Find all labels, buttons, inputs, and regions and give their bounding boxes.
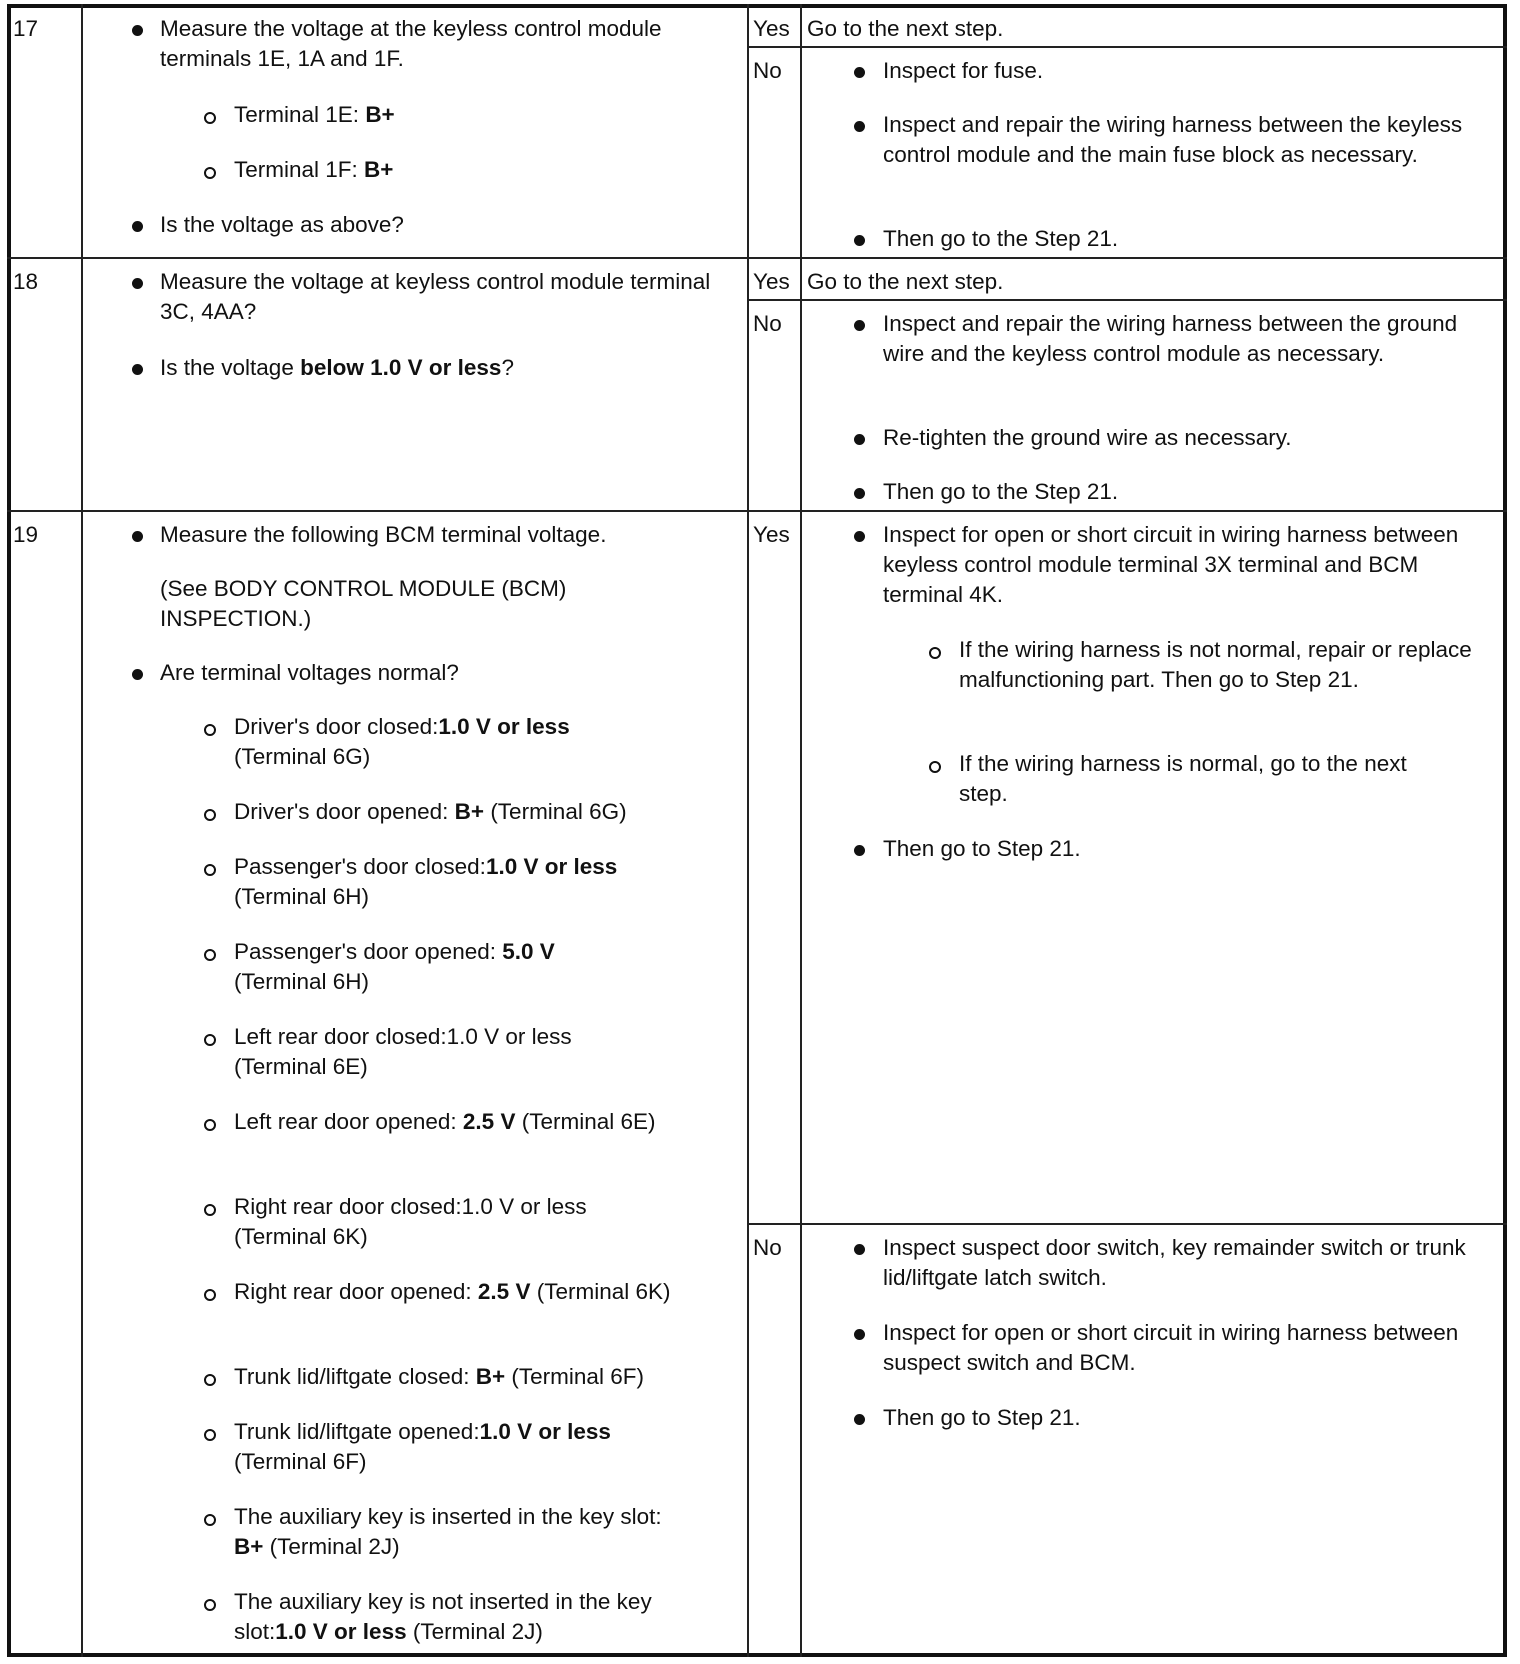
step-number-17: 17 [13,16,39,41]
diagnostic-table [7,4,1507,1657]
sub-bullet-icon [204,1514,216,1526]
action-19-sub9: Trunk lid/liftgate closed: B+ (Terminal 6F) [234,1364,644,1389]
yes-19-item1: Inspect for open or short circuit in wiring harness between keyless control module terminal 3X terminal and BCM terminal 4K. [883,522,1459,607]
bullet-icon [854,531,865,542]
yes-label-19: Yes [753,522,790,547]
sub-bullet-icon [929,647,941,659]
sub-bullet-icon [204,112,216,124]
action-19-sub11: The auxiliary key is inserted in the key slot: B+ (Terminal 2J) [234,1504,662,1559]
no-18-item2: Re-tighten the ground wire as necessary. [883,425,1292,450]
no-19-item2: Inspect for open or short circuit in wiring harness between suspect switch and BCM. [883,1320,1459,1375]
yes-no-divider-17 [747,46,1507,48]
bullet-icon [854,1244,865,1255]
action-18-bullet2: Is the voltage below 1.0 V or less? [160,355,514,380]
sub-bullet-icon [204,1289,216,1301]
bullet-icon [854,845,865,856]
no-19-item1: Inspect suspect door switch, key remainder switch or trunk lid/liftgate latch switch. [883,1235,1466,1290]
action-17-sub2: Terminal 1F: B+ [234,157,394,182]
col-divider-yesno [800,4,802,1657]
sub-bullet-icon [204,864,216,876]
action-17-sub1: Terminal 1E: B+ [234,102,395,127]
table-border-right [1503,4,1507,1657]
action-19-note: (See BODY CONTROL MODULE (BCM) INSPECTION.) [160,576,567,631]
sub-bullet-icon [929,761,941,773]
bullet-icon [854,121,865,132]
yes-19-sub2: If the wiring harness is normal, go to the next step. [959,751,1407,806]
bullet-icon [132,221,143,232]
col-divider-action [747,4,749,1657]
no-label-18: No [753,311,782,336]
yes-no-divider-18 [747,299,1507,301]
action-19-sub7: Right rear door closed:1.0 V or less (Terminal 6K) [234,1194,587,1249]
bullet-icon [132,25,143,36]
bullet-icon [854,235,865,246]
action-19-sub8: Right rear door opened: 2.5 V (Terminal 6K) [234,1279,671,1304]
step-number-19: 19 [13,522,39,547]
action-19-sub6: Left rear door opened: 2.5 V (Terminal 6E) [234,1109,656,1134]
bullet-icon [132,278,143,289]
no-17-item2: Inspect and repair the wiring harness between the keyless control module and the main fuse block as necessary. [883,112,1463,167]
bullet-icon [854,1414,865,1425]
action-19-sub4: Passenger's door opened: 5.0 V (Terminal 6H) [234,939,555,994]
action-19-sub3: Passenger's door closed:1.0 V or less (Terminal 6H) [234,854,618,909]
bullet-icon [132,531,143,542]
table-border-left [7,4,11,1657]
yes-19-last: Then go to Step 21. [883,836,1081,861]
sub-bullet-icon [204,1119,216,1131]
yes-label-17: Yes [753,16,790,41]
bullet-icon [854,320,865,331]
bullet-icon [132,669,143,680]
sub-bullet-icon [204,167,216,179]
sub-bullet-icon [204,1599,216,1611]
bullet-icon [854,488,865,499]
sub-bullet-icon [204,724,216,736]
sub-bullet-icon [204,1374,216,1386]
action-17-bullet2: Is the voltage as above? [160,212,404,237]
bullet-icon [854,1329,865,1340]
yes-text-18: Go to the next step. [807,269,1004,294]
no-18-item3: Then go to the Step 21. [883,479,1119,504]
no-label-17: No [753,58,782,83]
sub-bullet-icon [204,949,216,961]
action-19-sub12: The auxiliary key is not inserted in the key slot:1.0 V or less (Terminal 2J) [234,1589,652,1644]
action-19-sub1: Driver's door closed:1.0 V or less (Terminal 6G) [234,714,570,769]
yes-label-18: Yes [753,269,790,294]
no-17-item3: Then go to the Step 21. [883,226,1119,251]
table-border-bottom [7,1653,1507,1657]
row-divider-18-19 [7,510,1507,512]
col-divider-step [81,4,83,1657]
no-17-item1: Inspect for fuse. [883,58,1044,83]
action-17-bullet1: Measure the voltage at the keyless control module terminals 1E, 1A and 1F. [160,16,662,71]
sub-bullet-icon [204,809,216,821]
sub-bullet-icon [204,1429,216,1441]
no-label-19: No [753,1235,782,1260]
yes-19-sub1: If the wiring harness is not normal, repair or replace malfunctioning part. Then go to Step 21. [959,637,1472,692]
no-18-item1: Inspect and repair the wiring harness between the ground wire and the keyless control module as necessary. [883,311,1458,366]
step-number-18: 18 [13,269,39,294]
action-19-sub2: Driver's door opened: B+ (Terminal 6G) [234,799,627,824]
action-19-sub5: Left rear door closed:1.0 V or less (Terminal 6E) [234,1024,572,1079]
action-19-bullet2: Are terminal voltages normal? [160,660,459,685]
yes-no-divider-19 [747,1223,1507,1225]
bullet-icon [132,364,143,375]
table-border-top [7,4,1507,8]
yes-text-17: Go to the next step. [807,16,1004,41]
no-19-item3: Then go to Step 21. [883,1405,1081,1430]
bullet-icon [854,434,865,445]
action-19-bullet1: Measure the following BCM terminal voltage. [160,522,607,547]
sub-bullet-icon [204,1204,216,1216]
action-19-sub10: Trunk lid/liftgate opened:1.0 V or less (Terminal 6F) [234,1419,611,1474]
row-divider-17-18 [7,257,1507,259]
bullet-icon [854,67,865,78]
sub-bullet-icon [204,1034,216,1046]
action-18-bullet1: Measure the voltage at keyless control module terminal 3C, 4AA? [160,269,711,324]
